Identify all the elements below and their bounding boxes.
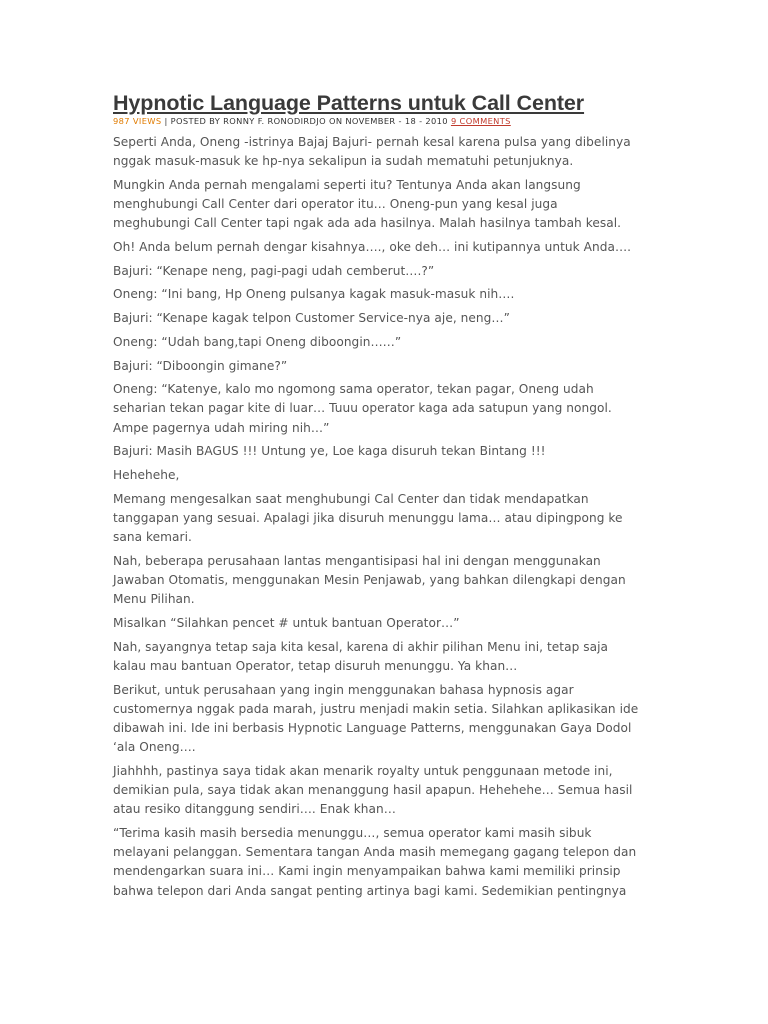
paragraph-line: sana kemari. [113,530,192,545]
article-paragraph [113,133,658,171]
paragraph-line: Memang mengesalkan saat menghubungi Cal Center dan tidak mendapatkan [113,491,589,506]
meta-separator: | [161,116,171,126]
article-body [113,133,658,901]
article-paragraph [113,262,658,281]
paragraph-line: Oneng: “Udah bang,tapi Oneng diboongin……” [113,334,402,349]
article-paragraph [113,490,658,548]
article-paragraph [113,333,658,352]
paragraph-line: menghubungi Call Center dari operator itu… Oneng-pun yang kesal juga [113,197,558,212]
article-paragraph [113,614,658,633]
article-paragraph [113,442,658,461]
paragraph-line: “Terima kasih masih bersedia menunggu…, semua operator kami masih sibuk [113,826,592,840]
paragraph-line: meghubungi Call Center tapi ngak ada ada hasilnya. Malah hasilnya tambah kesal. [113,216,622,231]
paragraph-line: Mungkin Anda pernah mengalami seperti itu? Tentunya Anda akan langsung [113,177,581,192]
paragraph-line: dibawah ini. Ide ini berbasis Hypnotic Language Patterns, menggunakan Gaya Dodol [113,720,632,735]
paragraph-line: Misalkan “Silahkan pencet # untuk bantuan Operator…” [113,615,460,630]
paragraph-line: bahwa telepon dari Anda sangat penting artinya bagi kami. Sedemikian pentingnya [113,883,627,898]
article-paragraph [113,552,658,610]
paragraph-line: Jawaban Otomatis, menggunakan Mesin Penjawab, yang bahkan dilengkapi dengan [113,573,626,588]
paragraph-line: Berikut, untuk perusahaan yang ingin menggunakan bahasa hypnosis agar [113,682,574,697]
paragraph-line: Bajuri: “Kenape kagak telpon Customer Service-nya aje, neng…” [113,311,510,326]
paragraph-line: atau resiko ditanggung sendiri…. Enak khan… [113,802,396,817]
article-paragraph [113,762,658,820]
paragraph-line: Bajuri: “Diboongin gimane?” [113,358,288,373]
article-paragraph [113,638,658,676]
paragraph-line: customernya nggak pada marah, justru menjadi makin setia. Silahkan aplikasikan ide [113,701,639,716]
paragraph-line: Menu Pilihan. [113,592,195,607]
article-title: Hypnotic Language Patterns untuk Call Center [113,91,585,115]
paragraph-line: Bajuri: Masih BAGUS !!! Untung ye, Loe kaga disuruh tekan Bintang !!! [113,444,546,459]
paragraph-line: Oneng: “Katenye, kalo mo ngomong sama operator, tekan pagar, Oneng udah [113,382,594,397]
paragraph-line: seharian tekan pagar kite di luar… Tuuu operator kaga ada satupun yang nongol. [113,401,612,416]
article-paragraph [113,285,658,304]
posted-by: POSTED BY RONNY F. RONODIRDJO ON NOVEMBER - 18 - 2010 [170,116,451,126]
paragraph-line: Jiahhhh, pastinya saya tidak akan menarik royalty untuk penggunaan metode ini, [113,763,613,778]
paragraph-line: Ampe pagernya udah miring nih…” [113,420,330,435]
comments-link[interactable]: 9 COMMENTS [450,116,511,126]
paragraph-line: mendengarkan suara ini… Kami ingin menyampaikan bahwa kami memiliki prinsip [113,864,621,879]
paragraph-line: tanggapan yang sesuai. Apalagi jika disuruh menunggu lama… atau dipingpong ke [113,510,623,525]
article-paragraph [113,466,658,485]
article-meta [113,116,658,127]
views-count: 987 VIEWS [113,116,162,126]
article-paragraph [113,357,658,376]
article [113,90,658,905]
article-paragraph [113,380,658,438]
paragraph-line: Bajuri: “Kenape neng, pagi-pagi udah cemberut….?” [113,263,435,278]
article-paragraph [113,824,658,901]
paragraph-line: Seperti Anda, Oneng -istrinya Bajaj Bajuri- pernah kesal karena pulsa yang dibelinya [113,135,631,149]
article-paragraph [113,309,658,328]
paragraph-line: kalau mau bantuan Operator, tetap disuruh menunggu. Ya khan… [113,658,518,673]
paragraph-line: Nah, sayangnya tetap saja kita kesal, karena di akhir pilihan Menu ini, tetap saja [113,639,609,654]
article-paragraph [113,176,658,234]
paragraph-line: melayani pelanggan. Sementara tangan Anda masih memegang gagang telepon dan [113,845,637,860]
paragraph-line: Oh! Anda belum pernah dengar kisahnya…., oke deh… ini kutipannya untuk Anda…. [113,240,632,255]
paragraph-line: Hehehehe, [113,468,180,483]
paragraph-line: nggak masuk-masuk ke hp-nya sekalipun ia sudah mematuhi petunjuknya. [113,154,574,169]
paragraph-line: Nah, beberapa perusahaan lantas mengantisipasi hal ini dengan menggunakan [113,553,601,568]
paragraph-line: Oneng: “Ini bang, Hp Oneng pulsanya kagak masuk-masuk nih…. [113,287,515,302]
article-paragraph [113,238,658,257]
article-paragraph [113,681,658,758]
paragraph-line: demikian pula, saya tidak akan menanggung hasil apapun. Hehehehe… Semua hasil [113,783,633,798]
paragraph-line: ‘ala Oneng…. [113,740,196,755]
